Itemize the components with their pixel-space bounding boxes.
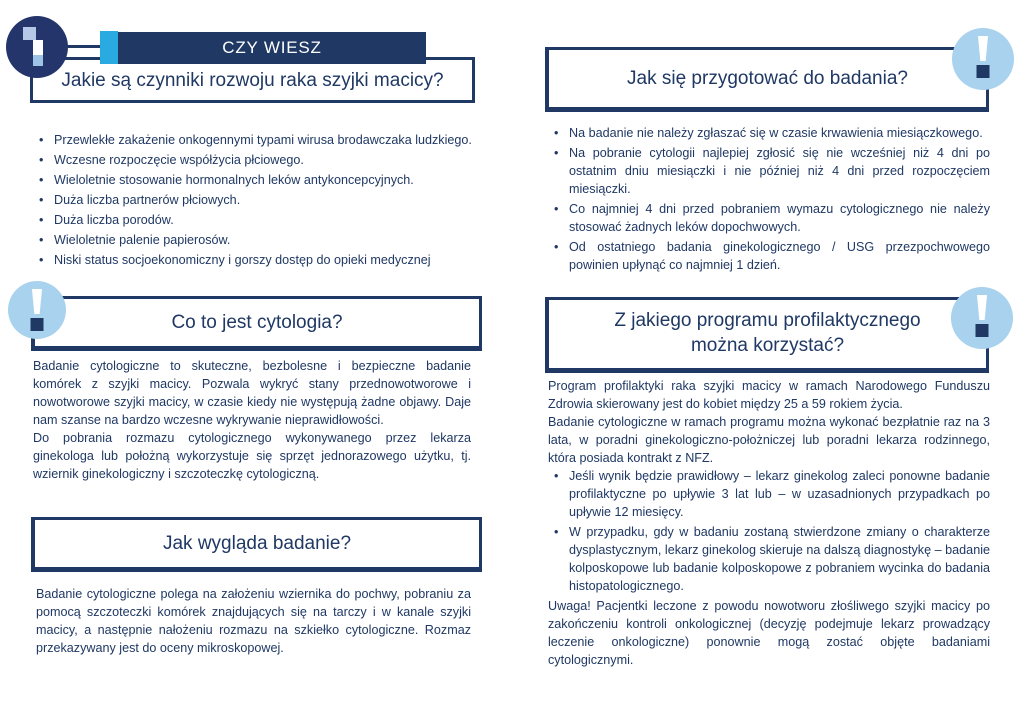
list-item: • Wczesne rozpoczęcie współżycia płciowego.: [33, 151, 473, 169]
info-icon-square: [23, 27, 36, 40]
section-right-1-heading-box: [545, 47, 989, 112]
section-right-1-title: Jak się przygotować do badania?: [627, 67, 908, 89]
list-item: • Przewlekłe zakażenie onkogennymi typami wirusa brodawczaka ludzkiego.: [33, 131, 473, 149]
list-item: • Niski status socjoekonomiczny i gorszy dostęp do opieki medycznej: [33, 251, 473, 269]
section-left-3-heading-box: [31, 517, 482, 572]
list-item: • Co najmniej 4 dni przed pobraniem wymazu cytologicznego nie należy stosować żadnych leków dopochwowych.: [548, 200, 990, 236]
section-left-2-title: Co to jest cytologia?: [171, 311, 343, 333]
exclamation-bar: [977, 36, 989, 61]
cytology-description: [33, 357, 471, 483]
list-item: • Jeśli wynik będzie prawidłowy – lekarz ginekolog zaleci ponowne badanie profilaktyczne po upływie 3 lat lub – w uzasadnionych przypadkach po upływie 12 miesięcy.: [548, 467, 990, 521]
list-item: • Na pobranie cytologii najlepiej zgłosić się nie wcześniej niż 4 dni po ostatnim dniu miesiączki i nie później niż 4 dni przed rozpoczęciem miesiączki.: [548, 144, 990, 198]
list-item: • Na badanie nie należy zgłaszać się w czasie krwawienia miesiączkowego.: [548, 124, 990, 142]
section-left-3-title: Jak wygląda badanie?: [162, 532, 352, 554]
exclamation-bar: [31, 289, 43, 314]
paragraph: Badanie cytologiczne polega na założeniu wziernika do pochwy, pobraniu za pomocą szczoteczki komórek znajdujących się na tarczy i w kanale szyjki macicy, a następnie nałożeniu rozmazu na szkiełko cytologiczne. Rozmaz przekazywany jest do oceny mikroskopowej.: [36, 587, 471, 655]
list-item: • Wieloletnie palenie papierosów.: [33, 231, 473, 249]
section-right-2-heading-box: [545, 297, 989, 373]
program-description: [548, 377, 990, 669]
exclamation-icon: [951, 287, 1013, 349]
info-icon-stem: [33, 40, 43, 66]
program-note: Uwaga! Pacjentki leczone z powodu nowotworu złośliwego szyjki macicy po zakończeniu kontroli onkologicznej (decyzję podejmuje lekarz prowadzący leczenie onkologiczne) ponownie mogą zostać objęte badaniami cytologicznymi.: [548, 599, 990, 667]
exclamation-bar: [976, 295, 988, 320]
exclamation-dot: [977, 65, 990, 78]
program-rules-list: [548, 467, 990, 595]
paragraph: Do pobrania rozmazu cytologicznego wykonywanego przez lekarza ginekologa lub położną wykorzystuje się sprzęt jednorazowego użytku, tj. wziernik ginekologiczny i szczoteczkę cytologiczną.: [33, 431, 471, 481]
exclamation-dot: [31, 318, 44, 331]
banner: [118, 32, 426, 64]
info-icon: [6, 16, 68, 78]
risk-factors-list: [33, 131, 473, 271]
section-left-1-title: Jakie są czynniki rozwoju raka szyjki macicy?: [61, 70, 444, 91]
paragraph: Badanie cytologiczne to skuteczne, bezbolesne i bezpieczne badanie komórek z szyjki macicy. Pozwala wykryć stany przednowotworowe i nowotworowe szyjki macicy, w czasie kiedy nie występują żadne objawy. Daje nam szanse na bardzo wczesne wykrywanie nieprawidłowości.: [33, 359, 471, 427]
preparation-list: [548, 124, 990, 276]
list-item: • Od ostatniego badania ginekologicznego / USG przezpochwowego powinien upłynąć co najmniej 1 dzień.: [548, 238, 990, 274]
exam-description: [36, 585, 471, 657]
paragraph: Badanie cytologiczne w ramach programu można wykonać bezpłatnie raz na 3 lata, w poradni ginekologiczno-położniczej lub poradni lekarza rodzinnego, która posiada kontrakt z NFZ.: [548, 415, 990, 465]
program-intro: [548, 377, 990, 467]
exclamation-icon: [952, 28, 1014, 90]
section-left-2-heading-box: [31, 296, 482, 351]
list-item: • Wieloletnie stosowanie hormonalnych leków antykoncepcyjnych.: [33, 171, 473, 189]
logo-connector-line: [66, 45, 102, 48]
exclamation-dot: [976, 324, 989, 337]
list-item: • Duża liczba porodów.: [33, 211, 473, 229]
paragraph: Program profilaktyki raka szyjki macicy w ramach Narodowego Funduszu Zdrowia skierowany jest do kobiet między 25 a 59 rokiem życia.: [548, 379, 990, 411]
exclamation-icon: [8, 281, 66, 339]
banner-accent-square: [100, 31, 118, 64]
section-right-2-title: Z jakiego programu profilaktycznego można korzystać?: [614, 310, 921, 356]
list-item: • W przypadku, gdy w badaniu zostaną stwierdzone zmiany o charakterze dysplastycznym, lekarz ginekolog skieruje na dalszą diagnostykę – badanie kolposkopowe lub badanie kolposkopowe z pobraniem wycinka do badania histopatologicznego.: [548, 523, 990, 595]
list-item: • Duża liczba partnerów płciowych.: [33, 191, 473, 209]
banner-label: CZY WIESZ: [222, 38, 322, 57]
